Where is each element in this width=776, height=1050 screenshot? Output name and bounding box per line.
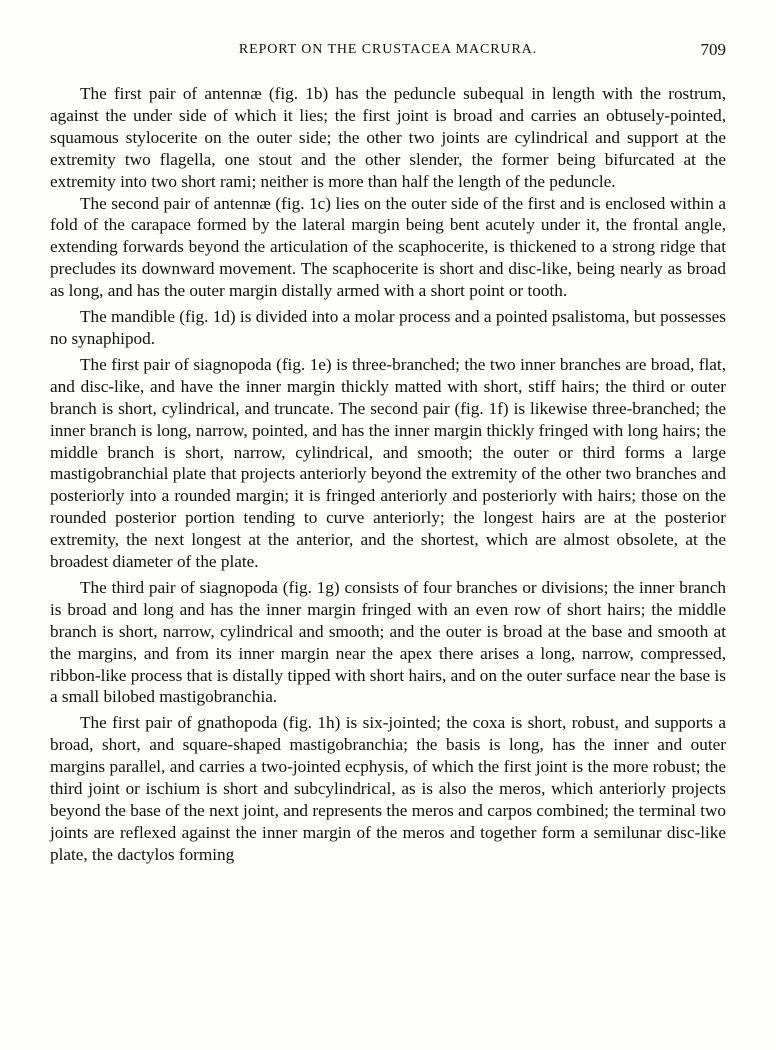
page-number: 709: [700, 40, 726, 59]
paragraph-first-gnathopoda: The first pair of gnathopoda (fig. 1h) is six-jointed; the coxa is short, robust, and supports a broad, short, and square-shaped mastigobranchia; the basis is long, has the inner and outer margins parallel, and carries a two-jointed ecphysis, of which the first joint is the more robust; the third joint or ischium is short and subcylindrical, as is also the meros, which anteriorly projects beyond the base of the next joint, and represents the meros and carpos combined; the terminal two joints are reflexed against the inner margin of the meros and together form a semilunar disc-like plate, the dactylos forming: [50, 713, 726, 864]
running-head: REPORT ON THE CRUSTACEA MACRURA.: [238, 42, 538, 57]
body-text: [50, 83, 726, 866]
page-header: [50, 42, 726, 64]
paragraph-third-siagnopoda: The third pair of siagnopoda (fig. 1g) consists of four branches or divisions; the inner branch is broad and long and has the inner margin fringed with an even row of short hairs; the middle branch is short, narrow, cylindrical and smooth; and the outer is broad at the base and smooth at the margins, and from its inner margin near the apex there arises a long, narrow, compressed, ribbon-like process that is distally tipped with short hairs, and on the outer surface near the base is a small bilobed mastigobranchia.: [50, 577, 726, 707]
paragraph-first-siagnopoda: The first pair of siagnopoda (fig. 1e) is three-branched; the two inner branches are broad, flat, and disc-like, and have the inner margin thickly matted with short, stiff hairs; the third or outer branch is short, cylindrical, and truncate. The second pair (fig. 1f) is likewise three-branched; the inner branch is long, narrow, pointed, and has the inner margin thickly fringed with long hairs; the middle branch is short, narrow, cylindrical, and smooth; the outer or third forms a large mastigobranchial plate that projects anteriorly beyond the extremity of the other two branches and posteriorly into a rounded margin; it is fringed anteriorly and posteriorly with hairs; those on the rounded posterior portion tending to curve anteriorly; the longest hairs are at the posterior extremity, the next longest at the anterior, and the shortest, which are almost obsolete, at the broadest diameter of the plate.: [50, 354, 726, 572]
paragraph-first-antennae: The first pair of antennæ (fig. 1b) has the peduncle subequal in length with the rostrum, against the under side of which it lies; the first joint is broad and carries an obtusely-pointed, squamous stylocerite on the outer side; the other two joints are cylindrical and support at the extremity two flagella, one stout and the other slender, the former being bifurcated at the extremity into two short rami; neither is more than half the length of the peduncle.: [50, 84, 726, 191]
paragraph-mandible: The mandible (fig. 1d) is divided into a molar process and a pointed psalistoma, but possesses no synaphipod.: [50, 307, 726, 348]
paragraph-second-antennae: The second pair of antennæ (fig. 1c) lies on the outer side of the first and is enclosed within a fold of the carapace formed by the lateral margin being bent acutely under it, the frontal angle, extending forwards beyond the articulation of the scaphocerite, is thickened to a strong ridge that precludes its downward movement. The scaphocerite is short and disc-like, being nearly as broad as long, and has the outer margin distally armed with a short point or tooth.: [50, 193, 726, 301]
